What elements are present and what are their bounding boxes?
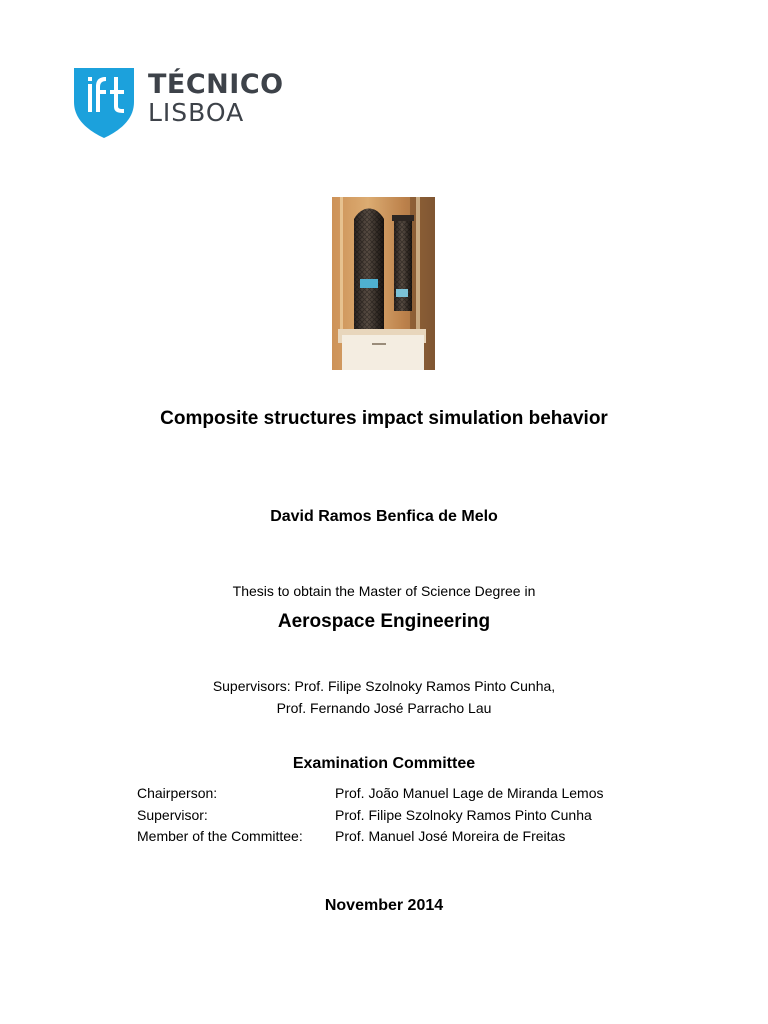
supervisors-line-2: Prof. Fernando José Parracho Lau bbox=[276, 699, 492, 716]
supervisors-line-1: Supervisors: Prof. Filipe Szolnoky Ramos Pinto Cunha, bbox=[212, 678, 556, 694]
degree-intro: Thesis to obtain the Master of Science Degree in bbox=[232, 583, 536, 599]
committee-list bbox=[137, 783, 604, 848]
composite-tube-specimen-photo bbox=[332, 197, 435, 370]
committee-member: Prof. Manuel José Moreira de Freitas bbox=[335, 828, 566, 844]
committee-role: Member of the Committee: bbox=[137, 828, 303, 844]
logo-wordmark-lisboa: LISBOA bbox=[148, 98, 245, 127]
committee-role: Supervisor: bbox=[137, 806, 208, 823]
committee-row-member bbox=[137, 826, 604, 848]
committee-role: Chairperson: bbox=[137, 785, 218, 801]
ist-shield-icon bbox=[74, 68, 134, 138]
committee-row-chairperson bbox=[137, 783, 604, 805]
thesis-title: Composite structures impact simulation behavior bbox=[160, 408, 608, 429]
committee-member: Prof. Filipe Szolnoky Ramos Pinto Cunha bbox=[335, 806, 592, 823]
supervisors bbox=[0, 676, 768, 719]
degree-name: Aerospace Engineering bbox=[277, 611, 491, 632]
committee-heading: Examination Committee bbox=[292, 755, 476, 772]
committee-row-supervisor bbox=[137, 805, 604, 827]
logo-wordmark-tecnico: TÉCNICO bbox=[148, 69, 284, 100]
author-name: David Ramos Benfica de Melo bbox=[270, 508, 498, 525]
submission-date: November 2014 bbox=[324, 897, 444, 914]
tecnico-lisboa-logo bbox=[74, 68, 284, 140]
committee-member: Prof. João Manuel Lage de Miranda Lemos bbox=[335, 785, 604, 801]
